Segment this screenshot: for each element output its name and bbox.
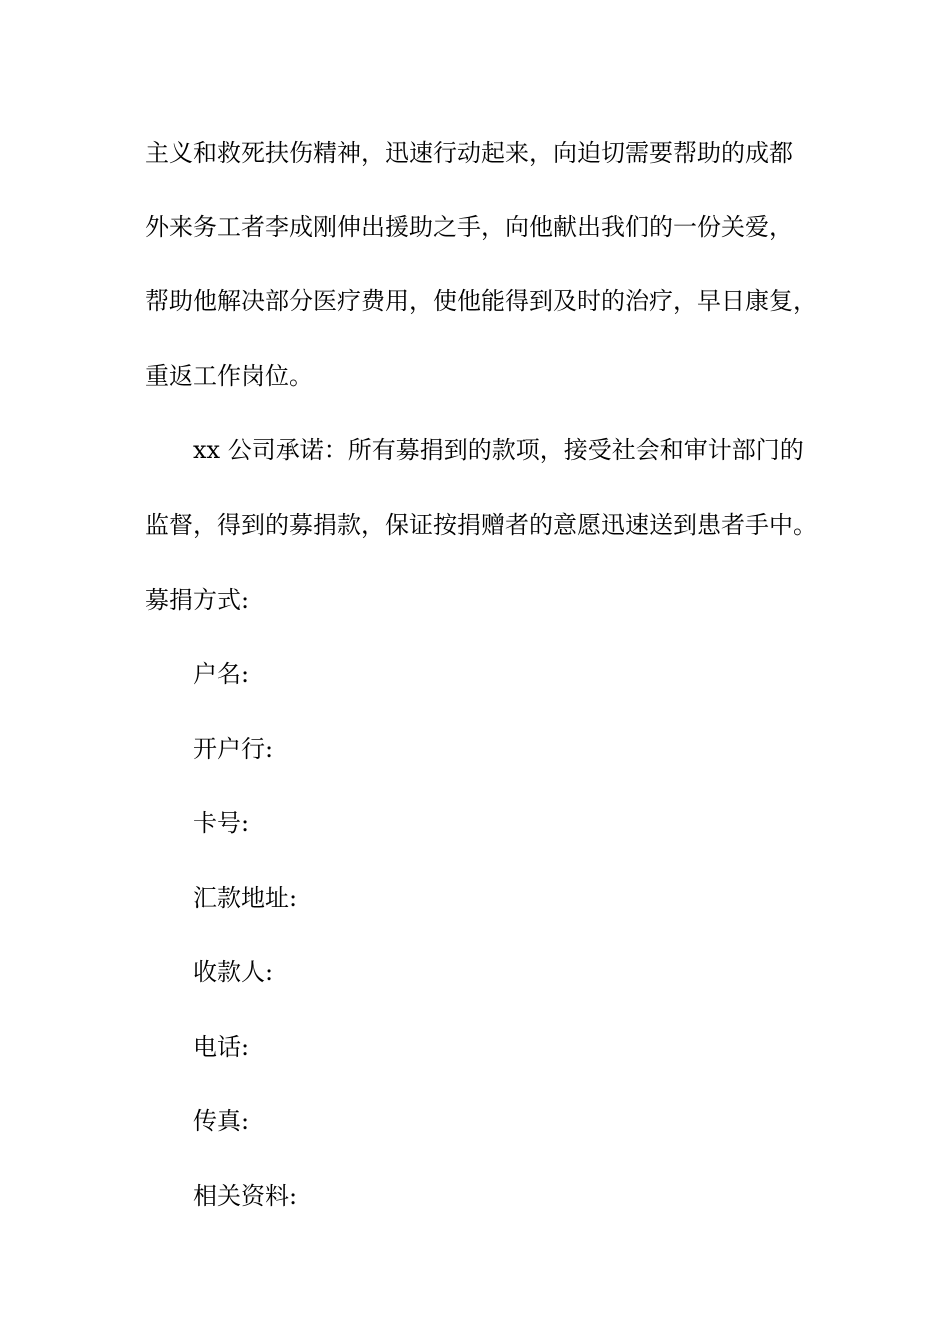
- field-phone: 电话:: [193, 1033, 250, 1061]
- field-bank: 开户行:: [193, 735, 274, 763]
- body-line-4: 重返工作岗位。: [145, 362, 313, 390]
- donation-heading: 募捐方式:: [145, 586, 250, 614]
- field-remit-address: 汇款地址:: [193, 884, 298, 912]
- promise-line-1: xx 公司承诺：所有募捐到的款项，接受社会和审计部门的: [193, 436, 804, 464]
- field-payee: 收款人:: [193, 958, 274, 986]
- promise-line-2: 监督，得到的募捐款，保证按捐赠者的意愿迅速送到患者手中。: [145, 511, 817, 539]
- field-related-materials: 相关资料:: [193, 1182, 298, 1210]
- field-card-number: 卡号:: [193, 809, 250, 837]
- body-line-3: 帮助他解决部分医疗费用，使他能得到及时的治疗，早日康复，: [145, 287, 817, 315]
- field-account-name: 户名:: [193, 660, 250, 688]
- field-fax: 传真:: [193, 1107, 250, 1135]
- body-line-2: 外来务工者李成刚伸出援助之手，向他献出我们的一份关爱，: [145, 213, 793, 241]
- body-line-1: 主义和救死扶伤精神，迅速行动起来，向迫切需要帮助的成都: [145, 139, 793, 167]
